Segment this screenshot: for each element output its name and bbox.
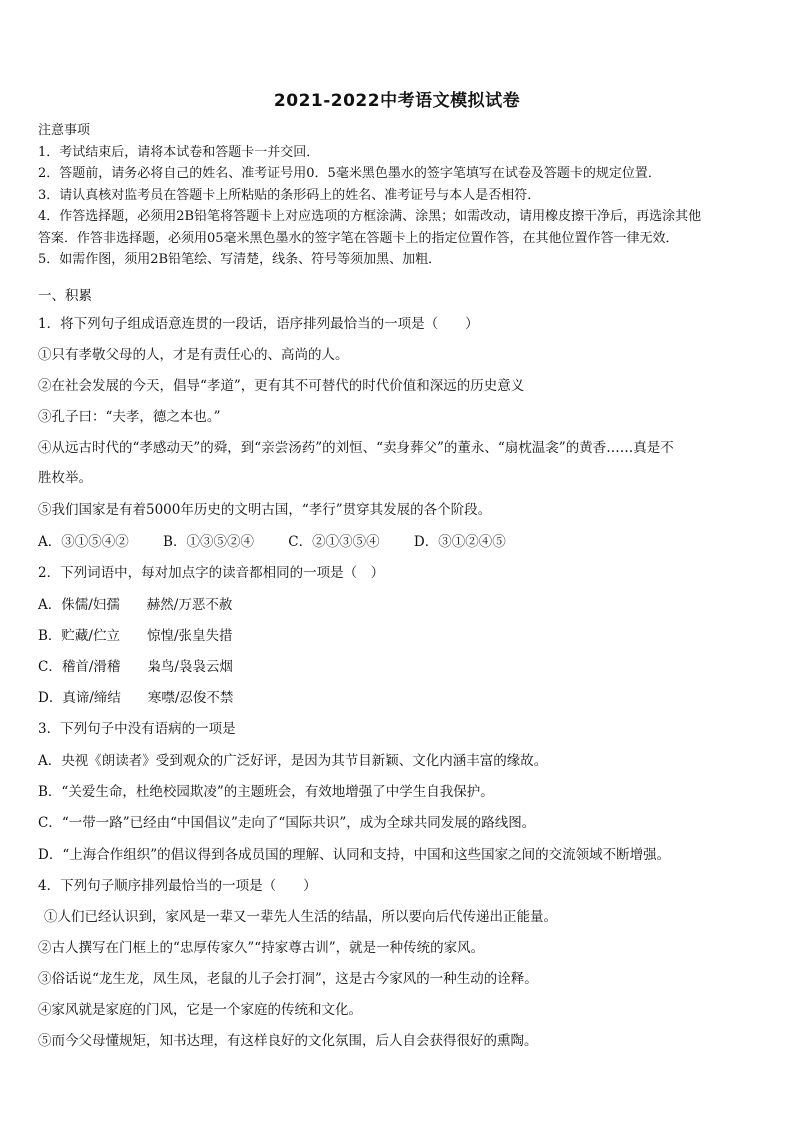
q3-option-b: B．“关爱生命，杜绝校园欺凌”的主题班会，有效地增强了中学生自我保护。 [38, 784, 494, 800]
q1-options [38, 530, 536, 550]
q1-option-b: B．①③⑤②④ [163, 534, 254, 550]
q1-sentence: 胜枚举。 [38, 470, 92, 486]
q4-stem: 4．下列句子顺序排列最恰当的一项是（ ） [38, 878, 317, 894]
q4-sentence: ②古人撰写在门框上的“忠厚传家久”“持家尊古训”，就是一种传统的家风。 [38, 940, 485, 956]
notice-heading: 注意事项 [38, 123, 91, 138]
q4-sentence: ⑤而今父母懂规矩，知书达理，有这样良好的文化氛围，后人自会获得很好的熏陶。 [38, 1033, 538, 1049]
notice-item: 1．考试结束后，请将本试卷和答题卡一并交回． [38, 144, 320, 160]
q1-sentence: ①只有孝敬父母的人，才是有责任心的、高尚的人。 [38, 347, 349, 363]
q3-stem: 3．下列句子中没有语病的一项是 [38, 721, 236, 737]
q2-option-d: D．真谛/缔结 寒噤/忍俊不禁 [38, 690, 234, 706]
q1-stem: 1．将下列句子组成语意连贯的一段话，语序排列最恰当的一项是（ ） [38, 316, 479, 332]
section-heading: 一、积累 [38, 288, 92, 304]
q1-sentence: ②在社会发展的今天，倡导“孝道”，更有其不可替代的时代价值和深远的历史意义 [38, 378, 525, 394]
q1-sentence: ⑤我们国家是有着5000年历史的文明古国，“孝行”贯穿其发展的各个阶段。 [38, 502, 492, 518]
notice-item: 5．如需作图，须用2B铅笔绘、写清楚，线条、符号等须加黑、加粗． [38, 252, 442, 267]
q2-stem: 2．下列词语中，每对加点字的读音都相同的一项是（ ） [38, 565, 385, 581]
q2-option-a: A．侏儒/妇孺 赫然/万恶不赦 [38, 597, 233, 613]
q4-sentence: ③俗话说“龙生龙，凤生凤，老鼠的儿子会打洞”，这是古今家风的一种生动的诠释。 [38, 971, 538, 987]
q1-option-d: D．③①②④⑤ [413, 534, 506, 550]
q4-sentence: ①人们已经认识到，家风是一辈又一辈先人生活的结晶，所以要向后代传递出正能量。 [44, 909, 557, 925]
q2-option-c: C．稽首/滑稽 枭鸟/袅袅云烟 [38, 659, 233, 675]
q4-sentence: ④家风就是家庭的门风，它是一个家庭的传统和文化。 [38, 1002, 362, 1018]
notice-item: 2．答题前，请务必将自己的姓名、准考证号用0．5毫米黑色墨水的签字笔填写在试卷及答题卡的规定位置． [38, 166, 661, 181]
q2-option-b: B．贮藏/伫立 惊惶/张皇失措 [38, 628, 233, 644]
q1-option-a: A．③①⑤④② [38, 534, 129, 550]
q3-option-c: C．“一带一路”已经由“中国倡议”走向了“国际共识”，成为全球共同发展的路线图。 [38, 815, 536, 831]
notice-item: 3．请认真核对监考员在答题卡上所粘贴的条形码上的姓名、准考证号与本人是否相符． [38, 187, 541, 203]
q1-option-c: C．②①③⑤④ [288, 534, 380, 550]
q1-sentence: ④从远古时代的“孝感动天”的舜，到“亲尝汤药”的刘恒、“卖身葬父”的董永、“扇枕温衾”的黄香……真是不 [38, 440, 674, 456]
notice-item: 4．作答选择题，必须用2B铅笔将答题卡上对应选项的方框涂满、涂黑；如需改动，请用橡皮擦干净后，再选涂其他 [38, 209, 702, 224]
notice-item: 答案．作答非选择题，必须用05毫米黑色墨水的签字笔在答题卡上的指定位置作答，在其他位置作答一律无效． [38, 230, 679, 246]
page-title: 2021-2022中考语文模拟试卷 [273, 91, 521, 111]
q3-option-d: D．“上海合作组织”的倡议得到各成员国的理解、认同和支持，中国和这些国家之间的交流领域不断增强。 [38, 847, 671, 863]
notice-block [38, 120, 760, 271]
q3-option-a: A．央视《朗读者》受到观众的广泛好评，是因为其节目新颖、文化内涵丰富的缘故。 [38, 753, 548, 769]
q1-sentence: ③孔子曰：“夫孝，德之本也。” [38, 409, 221, 425]
